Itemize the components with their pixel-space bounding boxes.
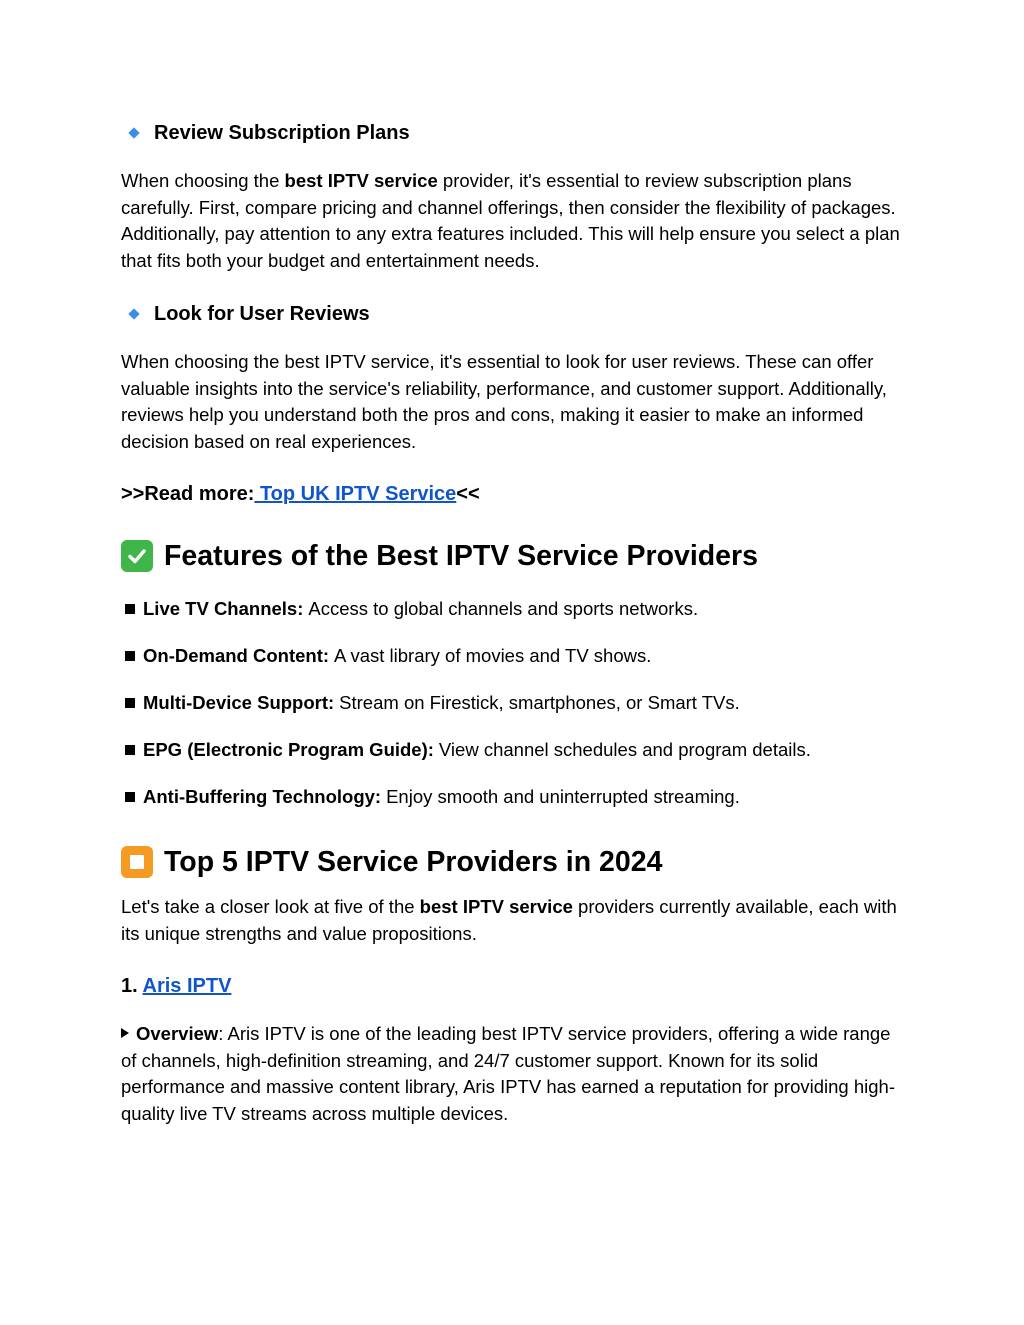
check-mark-icon bbox=[121, 540, 153, 572]
overview-label: Overview bbox=[136, 1023, 219, 1044]
feature-text: Access to global channels and sports networks. bbox=[308, 598, 699, 619]
feature-label: On-Demand Content: bbox=[143, 645, 330, 666]
feature-text: View channel schedules and program details. bbox=[438, 739, 811, 760]
review-plans-paragraph bbox=[121, 168, 911, 274]
top-uk-iptv-link[interactable]: Top UK IPTV Service bbox=[254, 483, 457, 505]
feature-label: Anti-Buffering Technology: bbox=[143, 786, 382, 807]
feature-label: EPG (Electronic Program Guide): bbox=[143, 739, 434, 760]
square-bullet-icon bbox=[125, 745, 135, 755]
top5-intro-pre: Let's take a closer look at five of the bbox=[121, 896, 420, 917]
review-plans-heading-text: Review Subscription Plans bbox=[154, 121, 410, 144]
triangle-bullet-icon bbox=[121, 1028, 129, 1038]
review-plans-heading bbox=[121, 118, 911, 148]
read-more-prefix: >>Read more: bbox=[121, 483, 255, 505]
user-reviews-heading bbox=[121, 299, 911, 329]
read-more-suffix: << bbox=[456, 483, 480, 505]
review-plans-text-pre: When choosing the bbox=[121, 170, 285, 191]
feature-item bbox=[121, 596, 911, 622]
user-reviews-heading-text: Look for User Reviews bbox=[154, 302, 370, 325]
top5-intro-bold: best IPTV service bbox=[419, 896, 573, 917]
document-content bbox=[121, 118, 911, 1127]
feature-label: Live TV Channels: bbox=[143, 598, 304, 619]
features-list bbox=[121, 596, 911, 810]
overview-paragraph bbox=[121, 1021, 911, 1127]
provider-number: 1. bbox=[121, 975, 138, 997]
blue-diamond-icon bbox=[128, 127, 139, 138]
feature-text: A vast library of movies and TV shows. bbox=[334, 645, 652, 666]
user-reviews-paragraph: When choosing the best IPTV service, it's essential to look for user reviews. These can offer valuable insights into the service's reliability, performance, and customer support. Additionally, reviews help you understand both the pros and cons, making it easier to make an informed decision based on real experiences. bbox=[121, 351, 887, 452]
stop-button-icon bbox=[121, 846, 153, 878]
provider-heading bbox=[121, 971, 911, 1001]
review-plans-text-post: provider, it's essential to review subscription plans carefully. First, compare pricing and channel offerings, then consider the flexibility of packages. Additionally, pay attention to any extra features included. This will help ensure you select a plan that fits both your budget and entertainment needs. bbox=[121, 170, 900, 271]
review-plans-text-bold: best IPTV service bbox=[284, 170, 438, 191]
read-more-line bbox=[121, 479, 911, 509]
top5-heading bbox=[121, 842, 911, 882]
square-bullet-icon bbox=[125, 651, 135, 661]
square-bullet-icon bbox=[125, 604, 135, 614]
feature-item bbox=[121, 690, 911, 716]
overview-text: : Aris IPTV is one of the leading best IPTV service providers, offering a wide range of channels, high-definition streaming, and 24/7 customer support. Known for its solid performance and massive content library, Aris IPTV has earned a reputation for providing high-quality live TV streams across multiple devices. bbox=[121, 1023, 895, 1124]
feature-item bbox=[121, 643, 911, 669]
features-heading bbox=[121, 536, 911, 576]
top5-intro-post: providers currently available, each with its unique strengths and value propositions. bbox=[121, 896, 897, 944]
feature-text: Stream on Firestick, smartphones, or Smart TVs. bbox=[339, 692, 740, 713]
features-heading-text: Features of the Best IPTV Service Providers bbox=[164, 539, 758, 572]
top5-heading-text: Top 5 IPTV Service Providers in 2024 bbox=[164, 845, 663, 878]
feature-item bbox=[121, 737, 911, 763]
feature-label: Multi-Device Support: bbox=[143, 692, 335, 713]
feature-item bbox=[121, 784, 911, 810]
top5-intro-paragraph bbox=[121, 894, 911, 947]
square-bullet-icon bbox=[125, 698, 135, 708]
square-bullet-icon bbox=[125, 792, 135, 802]
feature-text: Enjoy smooth and uninterrupted streaming. bbox=[386, 786, 740, 807]
aris-iptv-link[interactable]: Aris IPTV bbox=[142, 975, 232, 997]
blue-diamond-icon bbox=[128, 308, 139, 319]
